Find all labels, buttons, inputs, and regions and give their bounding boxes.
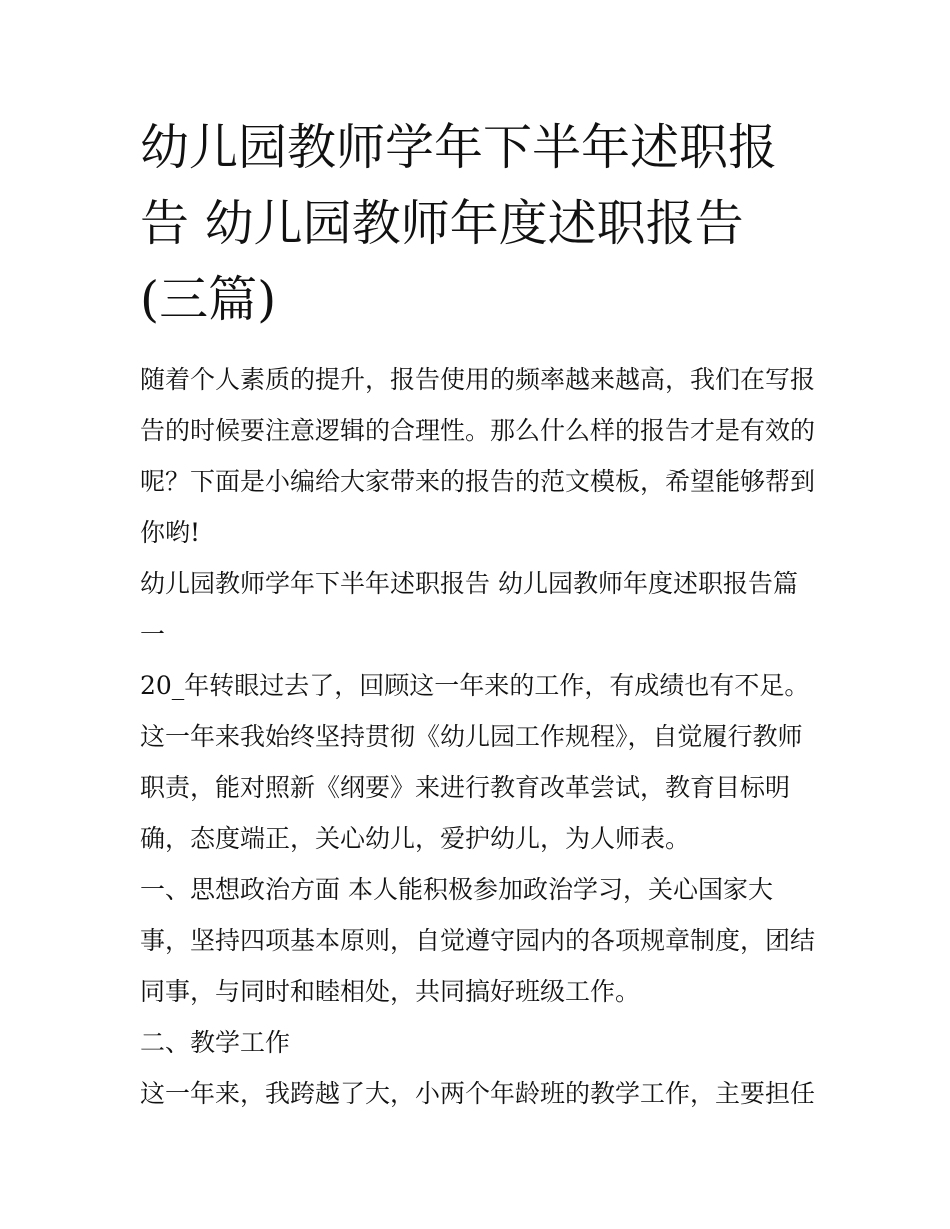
body-line: 事，坚持四项基本原则，自觉遵守园内的各项规章制度，团结 (140, 926, 816, 955)
body-line: 职责，能对照新《纲要》来进行教育改革尝试，教育目标明 (140, 773, 791, 802)
body-line: 你哟! (140, 518, 201, 547)
body-line: 20_年转眼过去了，回顾这一年来的工作，有成绩也有不足。 (140, 671, 810, 700)
title-line: 幼儿园教师学年下半年述职报 (140, 119, 778, 176)
body-line: 随着个人素质的提升，报告使用的频率越来越高，我们在写报 (140, 365, 816, 394)
body-line: 这一年来，我跨越了大，小两个年龄班的教学工作，主要担任 (140, 1079, 816, 1108)
title-line: (三篇) (140, 271, 277, 328)
body-line: 一、思想政治方面 本人能积极参加政治学习，关心国家大 (140, 875, 773, 904)
section-heading: 二、教学工作 (140, 1028, 291, 1057)
body-line: 呢？下面是小编给大家带来的报告的范文模板，希望能够帮到 (140, 467, 816, 496)
body-line: 确，态度端正，关心幼儿，爱护幼儿，为人师表。 (140, 824, 691, 853)
section-heading: 幼儿园教师学年下半年述职报告 幼儿园教师年度述职报告篇 (140, 569, 798, 598)
document-title (140, 110, 820, 338)
section-heading: 一 (140, 620, 166, 649)
document-body (140, 354, 830, 1119)
title-line: 告 幼儿园教师年度述职报告 (140, 195, 744, 252)
body-line: 同事，与同时和睦相处，共同搞好班级工作。 (140, 977, 641, 1006)
body-line: 告的时候要注意逻辑的合理性。那么什么样的报告才是有效的 (140, 416, 816, 445)
body-line: 这一年来我始终坚持贯彻《幼儿园工作规程》，自觉履行教师 (140, 722, 803, 751)
